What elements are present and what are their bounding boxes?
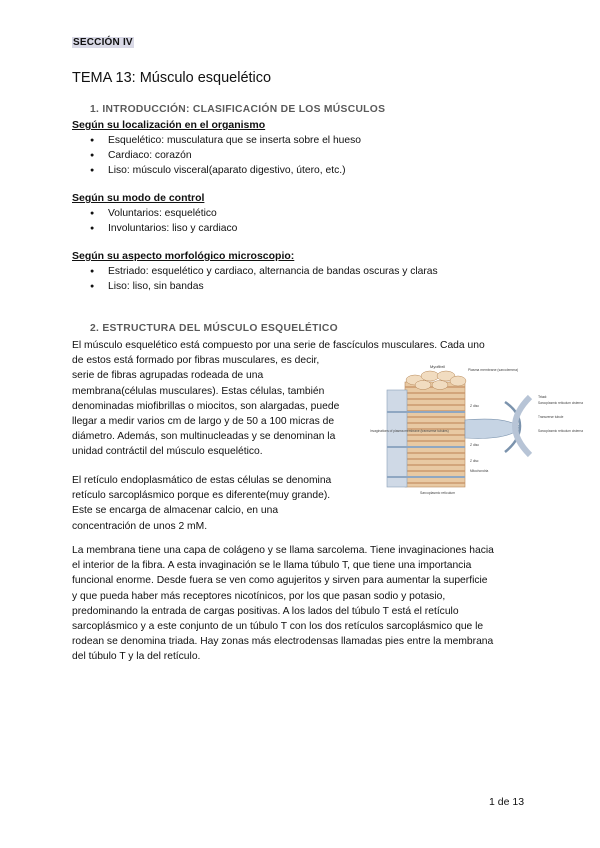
- text-line: llegar a medir varios cm de largo y de 50 a 100 micras de: [72, 416, 335, 428]
- section-2-heading: 2. ESTRUCTURA DEL MÚSCULO ESQUELÉTICO: [90, 323, 338, 334]
- page-number: 1 de 13: [489, 796, 525, 808]
- text-line: La membrana tiene una capa de colágeno y se llama sarcolema. Tiene invaginaciones hacia: [72, 545, 494, 556]
- text-line: diámetro. Además, son multinucleadas y se denominan la: [72, 431, 336, 443]
- text-line: denominadas miofibrillas o miocitos, son alargadas, puede: [72, 400, 340, 412]
- list-item: ● Liso: liso, sin bandas: [90, 279, 438, 294]
- label-invaginations: Invaginations of plasma membrane (transverse tubules): [370, 429, 449, 433]
- label-h-zone: Z disc: [470, 459, 479, 463]
- text-line: del túbulo T y la del retículo.: [72, 651, 201, 663]
- list-item: ● Liso: músculo visceral(aparato digestivo, útero, etc.): [90, 163, 361, 178]
- text-line: El músculo esquelético está compuesto por una serie de fascículos musculares. Cada uno: [72, 340, 485, 351]
- list-item: ● Cardiaco: corazón: [90, 148, 361, 163]
- localization-list: [90, 133, 361, 178]
- text-line: y que pueda haber más receptores nicotínicos, por los que pasan sodio y potasio,: [72, 590, 446, 602]
- morphology-list: [90, 264, 438, 294]
- text-line: serie de fibras agrupadas rodeada de una: [72, 370, 264, 382]
- text-line: de estos está formado por fibras musculares, es decir,: [72, 355, 320, 367]
- label-sr-cisterna: Sarcoplasmic reticulum cisterna: [538, 401, 583, 405]
- text-line: sarcoplásmico y a este conjunto de un túbulo T con los dos retículos sarcoplásmico que le: [72, 621, 484, 633]
- list-item: ● Voluntarios: esquelético: [90, 206, 237, 221]
- list-item: ● Estriado: esquelético y cardiaco, alternancia de bandas oscuras y claras: [90, 264, 438, 279]
- control-list: [90, 206, 237, 236]
- text-line: unidad contráctil del músculo esquelético.: [72, 446, 263, 458]
- section-1-heading: 1. INTRODUCCIÓN: CLASIFICACIÓN DE LOS MÚSCULOS: [90, 104, 386, 115]
- label-triad: Triad:: [538, 395, 548, 399]
- text-line: El retículo endoplasmático de estas células se denomina: [72, 475, 332, 486]
- list-item: ● Esquelético: musculatura que se inserta sobre el hueso: [90, 133, 361, 148]
- text-line: Este se encarga de almacenar calcio, en una: [72, 505, 279, 517]
- muscle-fiber-figure: [370, 362, 590, 497]
- page-title: TEMA 13: Músculo esquelético: [72, 70, 272, 86]
- localization-subtitle: Según su localización en el organismo: [72, 119, 266, 131]
- label-z-disc-2: Z disc: [470, 443, 480, 447]
- text-line: predominando la entrada de cargas positivas. A los lados del túbulo T está el retículo: [72, 605, 459, 617]
- control-subtitle: Según su modo de control: [72, 192, 205, 204]
- paragraph-reticulum: [72, 473, 331, 534]
- label-t-tubule: Transverse tubule: [538, 415, 564, 419]
- label-plasma-membrane: Plasma membrane (sarcolemma): [468, 368, 519, 372]
- label-myofibril: Myofibril: [430, 364, 445, 369]
- text-line: el interior de la fibra. A esta invaginación se le llama túbulo T, que tiene una importancia: [72, 560, 472, 572]
- label-z-disc: Z disc: [470, 404, 480, 408]
- text-line: rodean se denomina triada. Hay zonas más electrodensas llamadas pies entre la membrana: [72, 636, 494, 648]
- text-line: funcional enorme. Desde fuera se ven como agujeritos y sirven para aumentar la superficie: [72, 575, 488, 587]
- label-sr-cisterna-2: Sarcoplasmic reticulum cisterna: [538, 429, 583, 433]
- text-line: membrana(células musculares). Estas células, también: [72, 385, 325, 397]
- text-line: concentración de unos 2 mM.: [72, 520, 208, 532]
- section-label: SECCIÓN IV: [73, 37, 133, 48]
- label-sarcoplasmic-reticulum: Sarcoplasmic reticulum: [420, 491, 456, 495]
- paragraph-sarcolemma: [72, 543, 494, 665]
- morphology-subtitle: Según su aspecto morfológico microscopio:: [72, 250, 295, 262]
- list-item: ● Involuntarios: liso y cardiaco: [90, 221, 237, 236]
- label-mitochondria: Mitochondria: [470, 469, 489, 473]
- text-line: retículo sarcoplásmico porque es diferente(muy grande).: [72, 490, 331, 502]
